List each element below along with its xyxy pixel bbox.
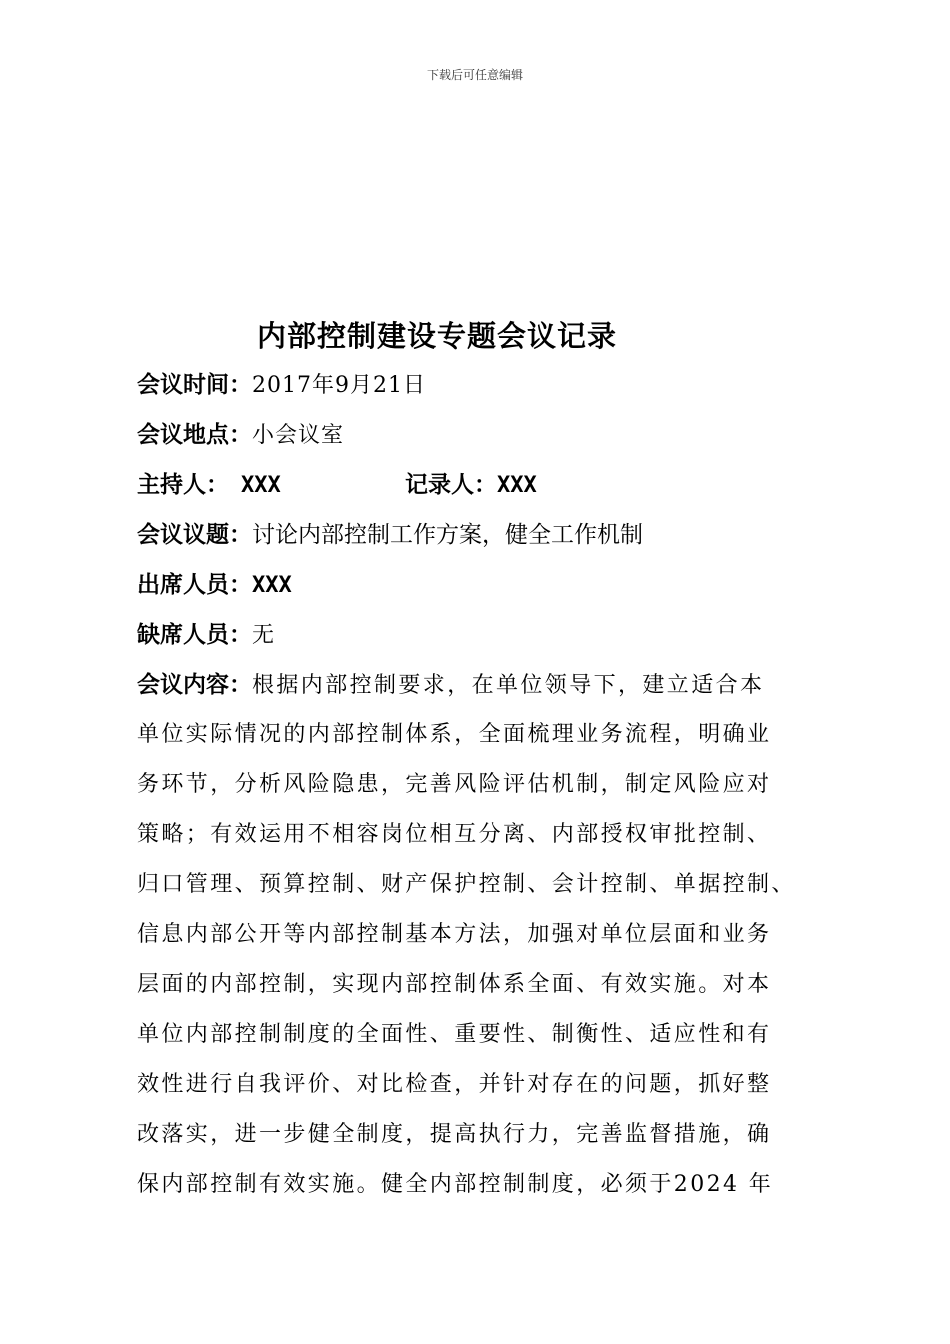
- content-line: 保内部控制有效实施。健全内部控制制度，必须于2024 年: [137, 1172, 774, 1197]
- absentees-value: 无: [252, 623, 276, 648]
- content-line: 单位内部控制制度的全面性、重要性、制衡性、适应性和有: [137, 1022, 772, 1047]
- meeting-topic-row: [137, 518, 643, 552]
- content-label: 会议内容：: [137, 672, 252, 698]
- meeting-location-value: 小会议室: [252, 423, 345, 448]
- content-line: 务环节，分析风险隐患，完善风险评估机制，制定风险应对: [137, 772, 772, 797]
- recorder-label: 记录人：: [405, 472, 497, 498]
- content-line: 信息内部公开等内部控制基本方法，加强对单位层面和业务: [137, 922, 772, 947]
- content-line: 层面的内部控制，实现内部控制体系全面、有效实施。对本: [137, 972, 772, 997]
- meeting-topic-value: 讨论内部控制工作方案，健全工作机制: [252, 522, 643, 548]
- host-label: 主持人：: [137, 472, 229, 498]
- meeting-topic-label: 会议议题：: [137, 522, 252, 548]
- host-value: XXX: [241, 473, 281, 498]
- content-first-row: [137, 668, 764, 702]
- absentees-label: 缺席人员：: [137, 622, 252, 648]
- meeting-time-label: 会议时间：: [137, 372, 252, 398]
- attendees-value: XXX: [252, 573, 292, 598]
- content-line: 策略；有效运用不相容岗位相互分离、内部授权审批控制、: [137, 822, 772, 847]
- recorder-row: [405, 468, 537, 502]
- meeting-location-row: [137, 418, 344, 452]
- meeting-time-row: [137, 368, 426, 402]
- document-title: 内部控制建设专题会议记录: [256, 319, 617, 353]
- host-row: [137, 468, 281, 502]
- meeting-time-value: 2017年9月21日: [252, 373, 426, 398]
- content-line: 效性进行自我评价、对比检查，并针对存在的问题，抓好整: [137, 1072, 772, 1097]
- content-line: 单位实际情况的内部控制体系，全面梳理业务流程，明确业: [137, 722, 772, 747]
- absentees-row: [137, 618, 275, 652]
- meeting-location-label: 会议地点：: [137, 422, 252, 448]
- content-line: 改落实，进一步健全制度，提高执行力，完善监督措施，确: [137, 1122, 772, 1147]
- header-note: 下载后可任意编辑: [426, 68, 523, 82]
- attendees-label: 出席人员：: [137, 572, 252, 598]
- attendees-row: [137, 568, 292, 602]
- recorder-value: XXX: [497, 473, 537, 498]
- content-line: 根据内部控制要求，在单位领导下，建立适合本: [252, 673, 765, 698]
- content-line: 归口管理、预算控制、财产保护控制、会计控制、单据控制、: [137, 872, 796, 897]
